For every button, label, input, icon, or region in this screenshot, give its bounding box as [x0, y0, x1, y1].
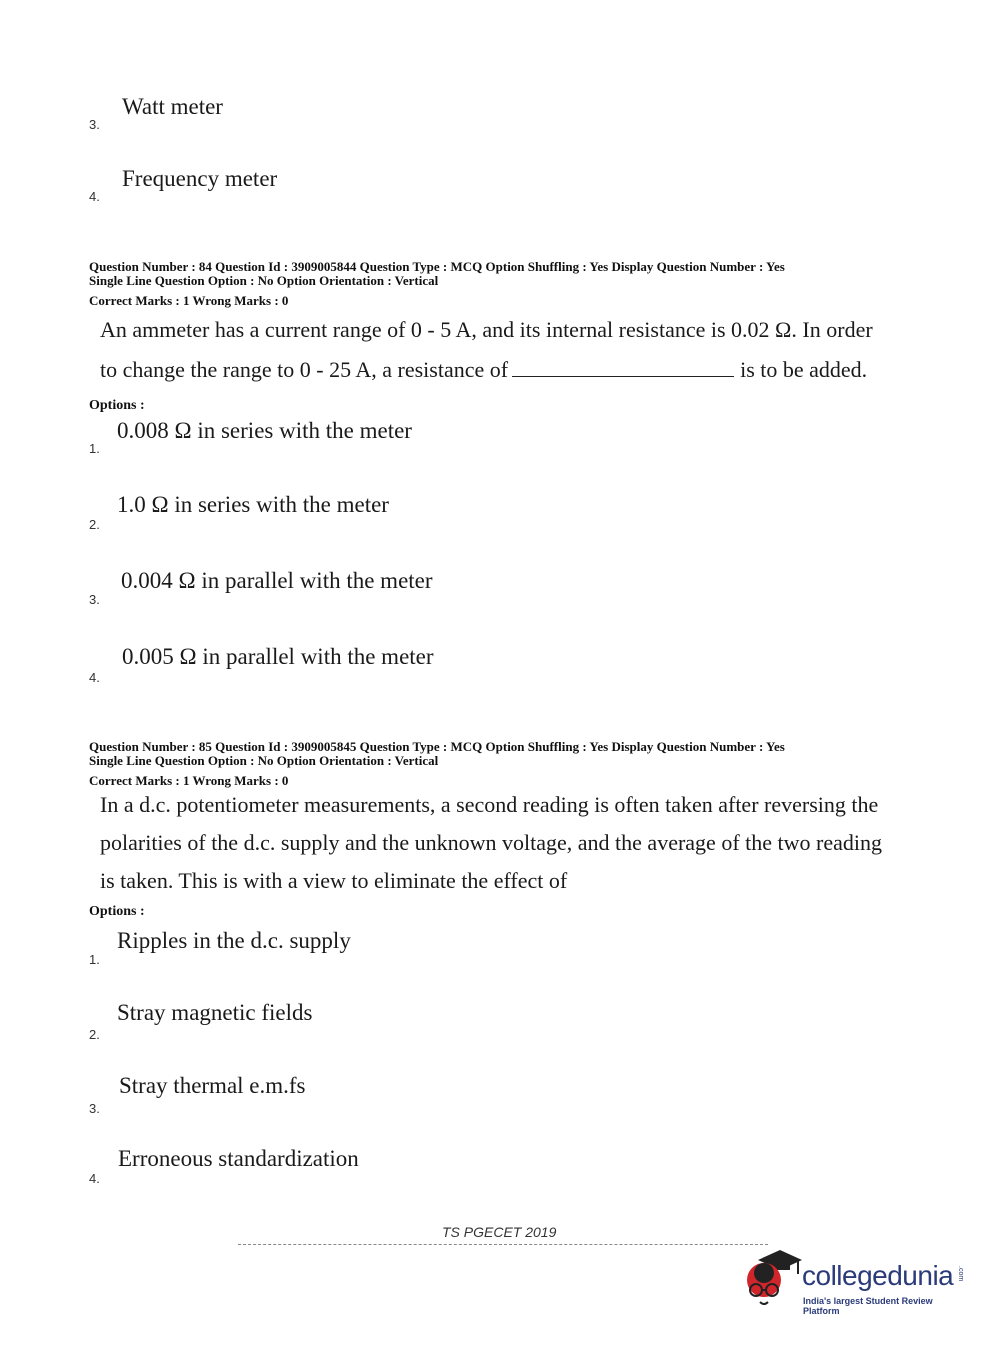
- brand-tagline: India's largest Student Review Platform: [803, 1296, 933, 1316]
- q84-text-line2: [100, 357, 867, 383]
- q85-text-line3: is taken. This is with a view to eliminate the effect of: [100, 868, 568, 893]
- q85-options-label: Options :: [89, 904, 145, 919]
- q84-option-2-number: 2.: [89, 517, 100, 532]
- q84-meta-line2: Single Line Question Option : No Option Orientation : Vertical: [89, 273, 439, 288]
- q84-text-line1: An ammeter has a current range of 0 - 5 A, and its internal resistance is 0.02 Ω. In order: [100, 317, 873, 342]
- q84-option-3-number: 3.: [89, 592, 100, 607]
- q85-marks: Correct Marks : 1 Wrong Marks : 0: [89, 773, 289, 788]
- brand-name: collegedunia: [802, 1260, 954, 1291]
- q84-text-line2-start: to change the range to 0 - 25 A, a resistance of: [100, 357, 509, 382]
- q84-option-4-text: 0.005 Ω in parallel with the meter: [122, 644, 434, 669]
- q85-meta-line1: Question Number : 85 Question Id : 3909005845 Question Type : MCQ Option Shuffling : Yes Display Question Number : Yes: [89, 739, 785, 754]
- q84-meta-line1: Question Number : 84 Question Id : 3909005844 Question Type : MCQ Option Shuffling : Yes Display Question Number : Yes: [89, 259, 785, 274]
- q85-option-2-number: 2.: [89, 1027, 100, 1042]
- q85-option-1-text: Ripples in the d.c. supply: [117, 928, 351, 953]
- prev-option-4-number: 4.: [89, 189, 100, 204]
- q84-option-2-text: 1.0 Ω in series with the meter: [117, 492, 389, 517]
- q85-meta-line2: Single Line Question Option : No Option Orientation : Vertical: [89, 753, 439, 768]
- q85-option-3-text: Stray thermal e.m.fs: [119, 1073, 306, 1098]
- prev-option-4-text: Frequency meter: [122, 166, 278, 191]
- q84-option-1-text: 0.008 Ω in series with the meter: [117, 418, 412, 443]
- prev-option-3-number: 3.: [89, 117, 100, 132]
- q84-options-label: Options :: [89, 398, 145, 413]
- q84-option-1-number: 1.: [89, 441, 100, 456]
- footer-exam-name: TS PGECET 2019: [442, 1224, 557, 1240]
- footer-divider: [238, 1244, 768, 1245]
- q85-text-line1: In a d.c. potentiometer measurements, a second reading is often taken after reversing the: [100, 792, 879, 817]
- prev-option-3-text: Watt meter: [122, 94, 223, 119]
- collegedunia-logo: [740, 1246, 970, 1316]
- q84-marks: Correct Marks : 1 Wrong Marks : 0: [89, 293, 289, 308]
- q84-answer-blank: [512, 358, 734, 377]
- q85-option-2-text: Stray magnetic fields: [117, 1000, 313, 1025]
- q85-option-1-number: 1.: [89, 952, 100, 967]
- graduate-mascot-icon: [740, 1246, 804, 1308]
- q84-option-3-text: 0.004 Ω in parallel with the meter: [121, 568, 433, 593]
- q84-text-line2-end: is to be added.: [740, 357, 868, 382]
- brand-suffix: .com: [957, 1266, 964, 1282]
- q85-option-4-number: 4.: [89, 1171, 100, 1186]
- q85-option-3-number: 3.: [89, 1101, 100, 1116]
- q85-option-4-text: Erroneous standardization: [118, 1146, 359, 1171]
- q84-option-4-number: 4.: [89, 670, 100, 685]
- q85-text-line2: polarities of the d.c. supply and the unknown voltage, and the average of the two reading: [100, 830, 882, 855]
